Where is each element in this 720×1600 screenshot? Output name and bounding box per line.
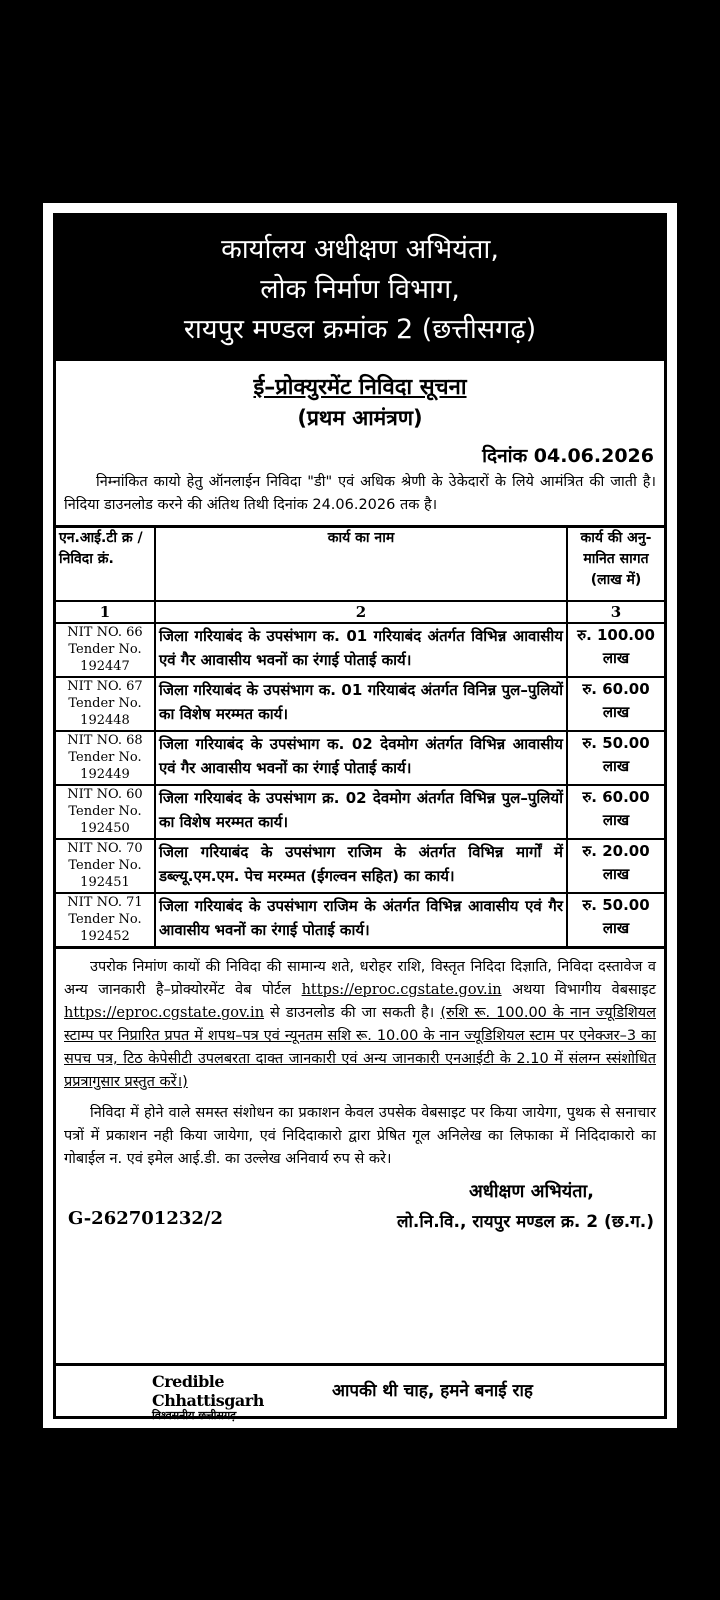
notice-intro: निम्नांकित कायो हेतु ऑनलाईन निविदा "डी" एवं अधिक श्रेणी के उेकेदारों के लिये आमंत्रित की जाती है। निदिया डाउनलोड करने की अंतिथ तिथी दिनांक 24.06.2026 तक है। xyxy=(64,474,656,513)
tender-table xyxy=(56,525,664,949)
notice-subtitle: (प्रथम आमंत्रण) xyxy=(297,406,423,430)
portal-link[interactable]: https://eproc.cgstate.gov.in xyxy=(301,982,502,998)
cost-cell: रु. 50.00 लाख xyxy=(567,893,664,948)
nit-cell: NIT NO. 70 Tender No. 192451 xyxy=(56,839,155,893)
signatory-office: लो.नि.वि., रायपुर मण्डल क्र. 2 (छ.ग.) xyxy=(396,1212,654,1232)
column-number: 2 xyxy=(155,601,567,623)
stamp-paper-note: (रुशि रू. 100.00 के नान ज्यूडिशियल स्टाम्प पर निप्रारित प्रपत में शपथ–पत्र एवं न्यूनतम सशि रू. 10.00 के नान ज्यूडिशियल स्टाम पर एनेक्जर–3 का सपच पत्र, टिठ केपेसीटी उपलबरता दाक्त जानकारी एवं अन्य जानकारी एनआईटी के 2.10 में संलग्न स्संशोधित प्रप्रत्रागुसार प्रस्तुत करें।) xyxy=(64,1005,656,1090)
column-number-row xyxy=(56,601,664,623)
table-row xyxy=(56,785,664,839)
notice-title: ई–प्रोक्युरमेंट निविदा सूचना xyxy=(253,375,467,400)
work-cell: जिला गरियाबंद के उपसंभाग क. 01 गरियाबंद अंतर्गत विनिन्न पुल–पुलियों का विशेष मरम्मत कार्य। xyxy=(155,677,567,731)
header-line-2: लोक निर्माण विभाग, xyxy=(260,274,460,305)
signature-block xyxy=(56,1179,664,1239)
work-cell: जिला गरियाबंद के उपसंभाग क. 02 देवमोग अंतर्गत विभिन्न आवासीय एवं गैर आवासीय भवनों का रंगाई पोताई कार्य। xyxy=(155,731,567,785)
nit-cell: NIT NO. 68 Tender No. 192449 xyxy=(56,731,155,785)
column-number: 1 xyxy=(56,601,155,623)
work-cell: जिला गरियाबंद के उपसंभाग क. 01 गरियाबंद अंतर्गत विभिन्न आवासीय एवं गैर आवासीय भवनों का रंगाई पोताई कार्य। xyxy=(155,623,567,677)
footer-tagline: आपकी थी चाह, हमने बनाई राह xyxy=(332,1381,533,1401)
header-cost: कार्य की अनु-मानित सागत (लाख में) xyxy=(567,527,664,602)
nit-cell: NIT NO. 71 Tender No. 192452 xyxy=(56,893,155,948)
cost-cell: रु. 20.00 लाख xyxy=(567,839,664,893)
table-row xyxy=(56,677,664,731)
amendment-paragraph: निविदा में होने वाले समस्त संशोधन का प्रकाशन केवल उपसेक वेबसाइट पर किया जायेगा, पुथक से सनाचार पत्रों में प्रकाशन नही किया जायेगा, एवं निदिदाकारो द्वारा प्रेषित गूल अनिलेख का लिफाका में निदिदाकारो का गोबाईल न. एवं इमेल आई.डी. का उल्लेख अनिवार्य रुप से करे। xyxy=(64,1105,656,1167)
terms-paragraph: उपरोक निमांण कायों की निविदा की सामान्य शते, धरोहर राशि, विस्तृत निदिदा दिज्ञाति, निविदा दस्तावेज व अन्य जानकारी है–प्रोक्योरमेंट वेब पोर्टल https://eproc.cgstate.gov.in अथया विभागीय वेबसाइट https://eproc.cgstate.gov.in से डाउनलोड की जा सकती है। (रुशि रू. 100.00 के नान ज्यूडिशियल स्टाम्प पर निप्रारित प्रपत में शपथ–पत्र एवं न्यूनतम सशि रू. 10.00 के नान ज्यूडिशियल स्टाम पर एनेक्जर–3 का सपच पत्र, टिठ केपेसीटी उपलबरता दाक्त जानकारी एवं अन्य जानकारी एनआईटी के 2.10 में संलग्न स्संशोधित प्रप्रत्रागुसार प्रस्तुत करें।) xyxy=(64,959,656,1090)
nit-cell: NIT NO. 67 Tender No. 192448 xyxy=(56,677,155,731)
footer-banner xyxy=(56,1363,664,1422)
cost-cell: रु. 100.00 लाख xyxy=(567,623,664,677)
cost-cell: रु. 60.00 लाख xyxy=(567,677,664,731)
work-cell: जिला गरियाबंद के उपसंभाग क्र. 02 देवमोग अंतर्गत विभिन्न पुल–पुलियों का विशेष मरम्मत कार्य। xyxy=(155,785,567,839)
department-website-link[interactable]: https://eproc.cgstate.gov.in xyxy=(64,1005,265,1021)
table-row xyxy=(56,731,664,785)
header-line-3: रायपुर मण्डल क्रमांक 2 (छत्तीसगढ़) xyxy=(183,314,537,345)
work-cell: जिला गरियाबंद के उपसंभाग राजिम के अंतर्गत विभिन्न आवासीय एवं गैर आवासीय भवनों का रंगाई पोताई कार्य। xyxy=(155,893,567,948)
notice-frame xyxy=(53,213,667,1422)
office-header xyxy=(56,216,664,361)
table-header-row xyxy=(56,527,664,602)
header-nit: एन.आई.टी क्र /निविदा क्रं. xyxy=(56,527,155,602)
cost-cell: रु. 50.00 लाख xyxy=(567,731,664,785)
table-row xyxy=(56,893,664,948)
credible-chhattisgarh-logo: Credible Chhattisgarh विश्वसनीय छत्तीसगढ़ xyxy=(152,1372,264,1422)
newspaper-clipping xyxy=(43,203,677,1428)
nit-cell: NIT NO. 60 Tender No. 192450 xyxy=(56,785,155,839)
header-line-1: कार्यालय अधीक्षण अभियंता, xyxy=(221,234,499,265)
column-number: 3 xyxy=(567,601,664,623)
table-row xyxy=(56,623,664,677)
reference-number: G-262701232/2 xyxy=(68,1208,223,1229)
work-cell: जिला गरियाबंद के उपसंभाग राजिम के अंतर्गत विभिन्न मार्गों में डब्ल्यू.एम.एम. पेच मरम्मत (ईगल्वन सहित) का कार्य। xyxy=(155,839,567,893)
nit-cell: NIT NO. 66 Tender No. 192447 xyxy=(56,623,155,677)
table-row xyxy=(56,839,664,893)
header-work: कार्य का नाम xyxy=(155,527,567,602)
signatory-title: अधीक्षण अभियंता, xyxy=(469,1181,594,1202)
cost-cell: रु. 60.00 लाख xyxy=(567,785,664,839)
notice-date: दिनांक 04.06.2026 xyxy=(482,445,654,467)
